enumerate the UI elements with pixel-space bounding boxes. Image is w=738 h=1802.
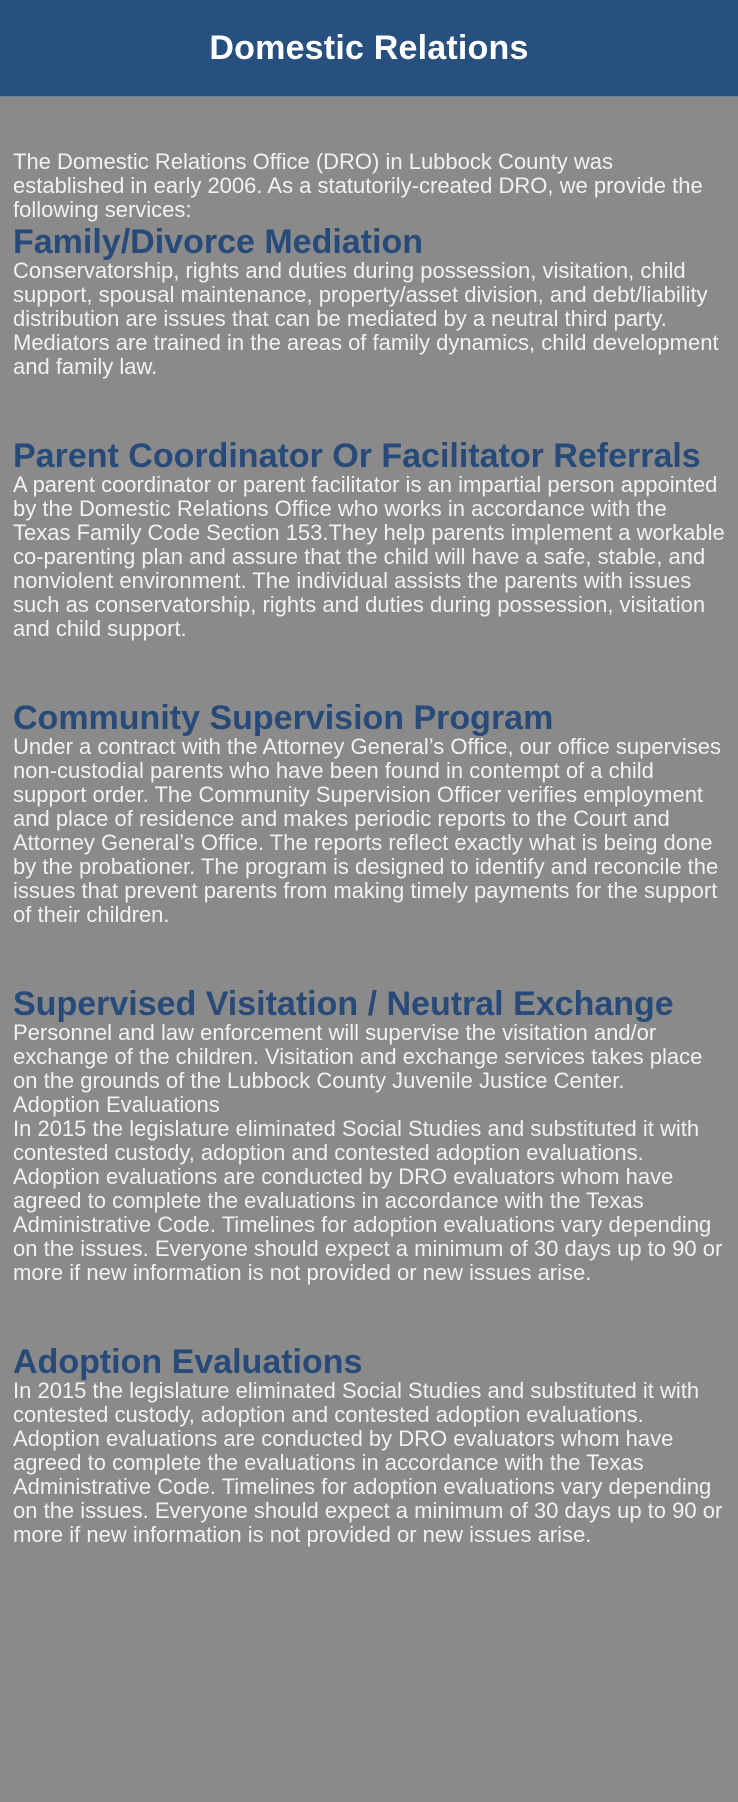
page-title: Domestic Relations <box>209 28 529 67</box>
section-parent-coordinator <box>13 436 729 641</box>
main-content <box>13 150 729 1547</box>
section-supervised-visitation <box>13 984 729 1285</box>
section-adoption-evaluations <box>13 1342 729 1547</box>
section-title: Adoption Evaluations <box>13 1343 363 1381</box>
sub-label: Adoption Evaluations <box>13 1092 220 1117</box>
section-title: Parent Coordinator Or Facilitator Referrals <box>13 437 701 475</box>
section-body: In 2015 the legislature eliminated Social Studies and substituted it with contested custody, adoption and contested adoption evaluations. Adoption evaluations are conducted by DRO evaluators whom have agreed to complete the evaluations in accordance with the Texas Administrative Code. Timelines for adoption evaluations vary depending on the issues. Everyone should expect a minimum of 30 days up to 90 or more if new information is not provided or new issues arise. <box>13 1378 723 1547</box>
section-body: Conservatorship, rights and duties during possession, visitation, child support, spousal maintenance, property/asset division, and debt/liability distribution are issues that can be mediated by a neutral third party. Mediators are trained in the areas of family dynamics, child development and family law. <box>13 258 719 379</box>
section-family-divorce-mediation <box>13 222 729 379</box>
intro-text: The Domestic Relations Office (DRO) in Lubbock County was established in early 2006. As a statutorily-created DRO, we provide the following services: <box>13 149 703 222</box>
section-title: Supervised Visitation / Neutral Exchange <box>13 985 674 1023</box>
section-body-secondary: In 2015 the legislature eliminated Social Studies and substituted it with contested custody, adoption and contested adoption evaluations. Adoption evaluations are conducted by DRO evaluators whom have agreed to complete the evaluations in accordance with the Texas Administrative Code. Timelines for adoption evaluations vary depending on the issues. Everyone should expect a minimum of 30 days up to 90 or more if new information is not provided or new issues arise. <box>13 1116 723 1285</box>
section-title: Community Supervision Program <box>13 699 554 737</box>
section-community-supervision <box>13 698 729 927</box>
section-body: Personnel and law enforcement will supervise the visitation and/or exchange of the children. Visitation and exchange services takes place on the grounds of the Lubbock County Juvenile Justice Center. <box>13 1020 703 1093</box>
header-bar <box>0 0 738 97</box>
section-body: Under a contract with the Attorney General’s Office, our office supervises non-custodial parents who have been found in contempt of a child support order. The Community Supervision Officer verifies employment and place of residence and makes periodic reports to the Court and Attorney General’s Office. The reports reflect exactly what is being done by the probationer. The program is designed to identify and reconcile the issues that prevent parents from making timely payments for the support of their children. <box>13 734 722 927</box>
section-title: Family/Divorce Mediation <box>13 223 423 261</box>
section-body: A parent coordinator or parent facilitator is an impartial person appointed by the Domestic Relations Office who works in accordance with the Texas Family Code Section 153.They help parents implement a workable co-parenting plan and assure that the child will have a safe, stable, and nonviolent environment. The individual assists the parents with issues such as conservatorship, rights and duties during possession, visitation and child support. <box>13 472 725 641</box>
